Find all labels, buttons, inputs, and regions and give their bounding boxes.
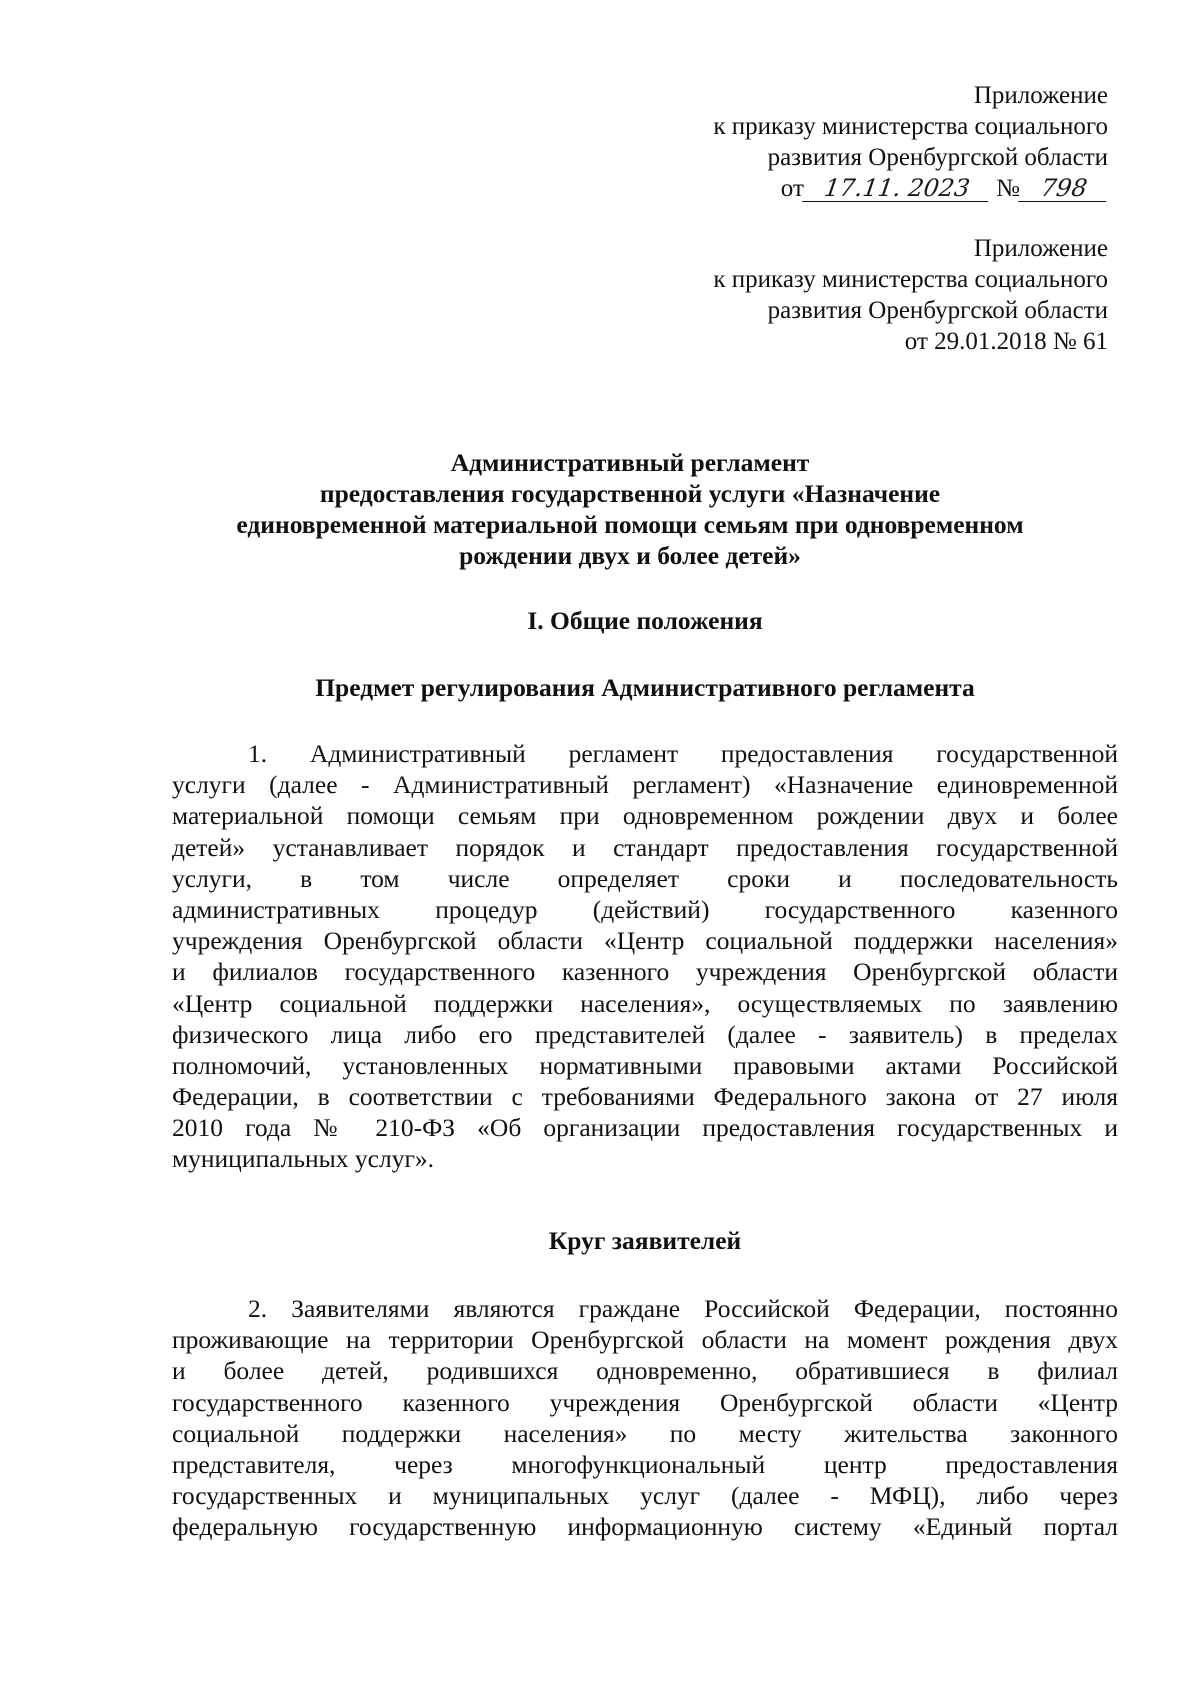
paragraph-line: 2010 года № 210-ФЗ «Об организации предоставления государственных и: [172, 1113, 1118, 1143]
title-line: Административный регламент: [450, 448, 810, 477]
paragraph-line: проживающие на территории Оренбургской области на момент рождения двух: [172, 1325, 1118, 1355]
paragraph-line: социальной поддержки населения» по месту жительства законного: [172, 1418, 1118, 1448]
title-line: рождении двух и более детей»: [459, 541, 801, 570]
subsection-heading-subject: Предмет регулирования Административного регламента: [315, 673, 975, 702]
paragraph-line: и более детей, родившихся одновременно, обратившиеся в филиал: [172, 1356, 1118, 1386]
handwritten-number: 798: [1018, 175, 1110, 202]
appendix-label: Приложение: [973, 235, 1108, 262]
appendix-order-line: к приказу министерства социального: [713, 266, 1108, 293]
paragraph-line: полномочий, установленных нормативными правовыми актами Российской: [172, 1050, 1118, 1080]
paragraph-line: материальной помощи семьям при одновременном рождении двух и более: [172, 801, 1118, 831]
paragraph-line: государственного казенного учреждения Оренбургской области «Центр: [172, 1387, 1118, 1417]
paragraph-line: федеральную государственную информационную систему «Единый портал: [172, 1512, 1118, 1542]
appendix-region-line: развития Оренбургской области: [767, 144, 1108, 171]
paragraph-line: услуги, в том числе определяет сроки и последовательность: [172, 863, 1118, 893]
paragraph-line: 1. Административный регламент предоставления государственной: [248, 739, 1118, 768]
date-prefix: от: [780, 175, 804, 202]
paragraph-line: услуги (далее - Административный регламент) «Назначение единовременной: [172, 770, 1118, 800]
paragraph-line: Федерации, в соответствии с требованиями Федерального закона от 27 июля: [172, 1082, 1118, 1112]
subsection-heading-applicants: Круг заявителей: [548, 1226, 742, 1255]
appendix-date-line: от 29.01.2018 № 61: [904, 328, 1108, 355]
handwritten-date: 17.11. 2023: [802, 175, 992, 202]
appendix-order-line: к приказу министерства социального: [713, 113, 1108, 140]
paragraph-line: «Центр социальной поддержки населения», осуществляемых по заявлению: [172, 988, 1118, 1018]
appendix-date-line: [588, 173, 1108, 204]
appendix-label: Приложение: [973, 82, 1108, 109]
title-line: предоставления государственной услуги «Назначение: [319, 479, 941, 508]
paragraph-line: учреждения Оренбургской области «Центр социальной поддержки населения»: [172, 926, 1118, 956]
paragraph-line: представителя, через многофункциональный центр предоставления: [172, 1449, 1118, 1479]
paragraph-line: физического лица либо его представителей (далее - заявитель) в пределах: [172, 1019, 1118, 1049]
appendix-block-current: [588, 80, 1108, 204]
paragraph-line: 2. Заявителями являются граждане Российской Федерации, постоянно: [248, 1294, 1118, 1323]
section-heading: I. Общие положения: [527, 606, 763, 635]
paragraph-line: и филиалов государственного казенного учреждения Оренбургской области: [172, 957, 1118, 987]
paragraph-line: муниципальных услуг».: [172, 1144, 435, 1174]
paragraph-line: административных процедур (действий) государственного казенного: [172, 894, 1118, 924]
paragraph-1: [172, 738, 1118, 1175]
paragraph-line: детей» устанавливает порядок и стандарт предоставления государственной: [172, 832, 1118, 862]
paragraph-2: [172, 1293, 1118, 1543]
number-prefix: №: [996, 175, 1020, 202]
appendix-region-line: развития Оренбургской области: [767, 297, 1108, 324]
title-line: единовременной материальной помощи семьям при одновременном: [236, 510, 1024, 539]
document-title: [150, 447, 1110, 571]
appendix-block-original: [588, 233, 1108, 357]
paragraph-line: государственных и муниципальных услуг (далее - МФЦ), либо через: [172, 1481, 1118, 1511]
